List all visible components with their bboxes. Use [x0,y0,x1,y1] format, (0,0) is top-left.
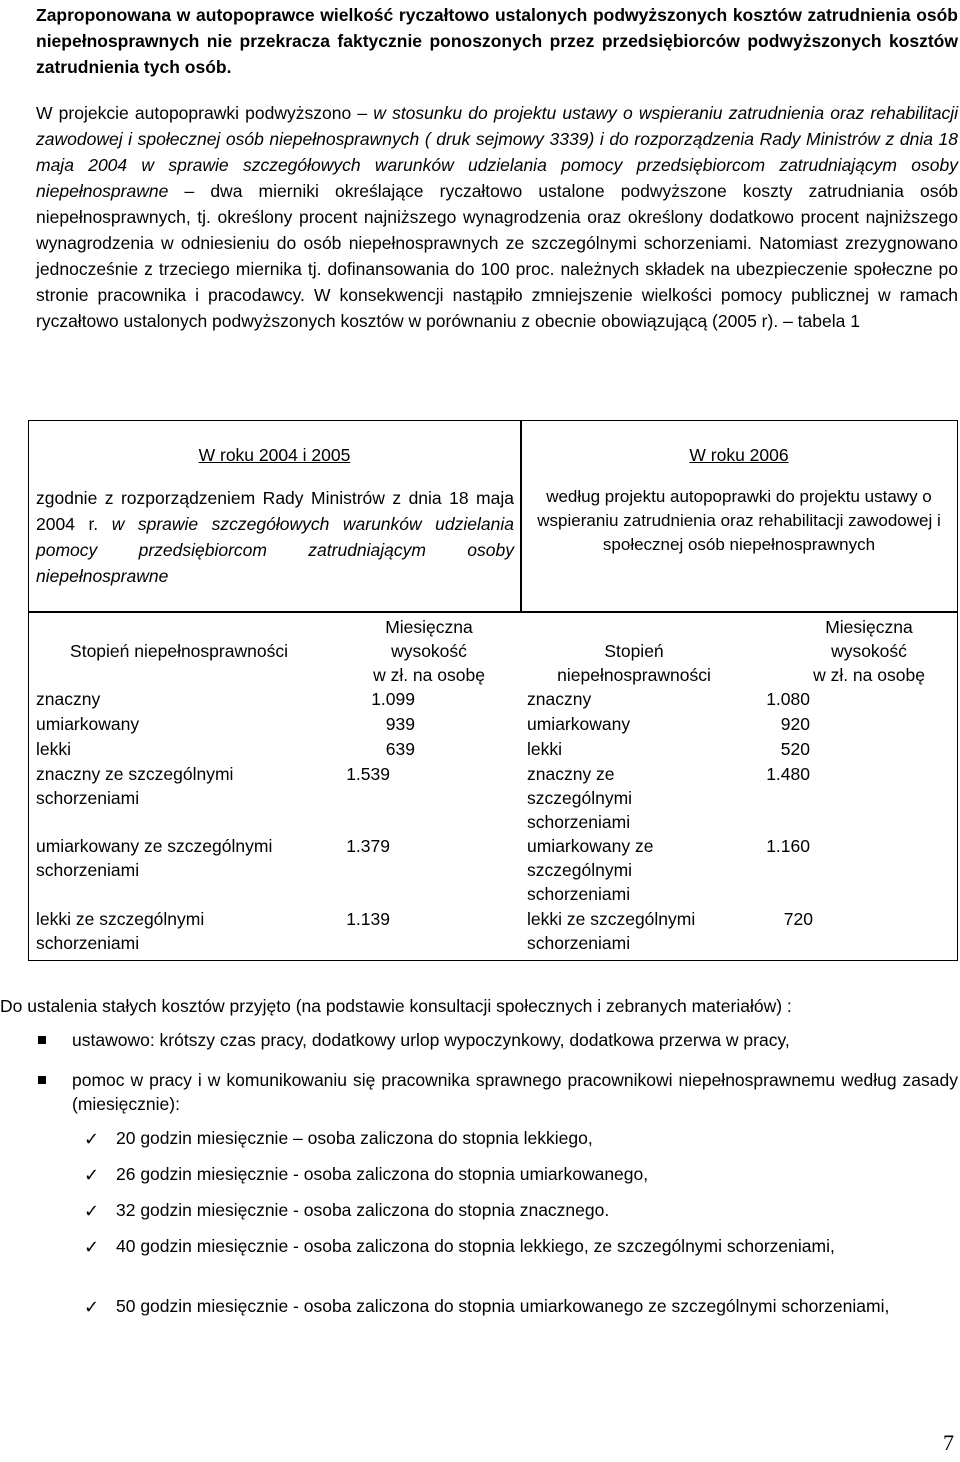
list-item [38,1068,958,1116]
costs-intro: Do ustalenia stałych kosztów przyjęto (na podstawie konsultacji społecznych i zebranych materiałów) : [0,996,792,1016]
check-text: 40 godzin miesięcznie - osoba zaliczona do stopnia lekkiego, ze szczególnymi schorzeniami, [116,1236,835,1256]
amount-header-line-3: w zł. na osobę [813,665,925,685]
list-item [84,1126,958,1150]
square-bullet-icon [38,1076,46,1084]
list-item [84,1294,958,1318]
left-description [36,485,514,589]
check-text: 50 godzin miesięcznie - osoba zaliczona do stopnia umiarkowanego ze szczególnymi schorzeniami, [116,1296,890,1316]
amount-header-line-2: wysokość [831,641,907,661]
bullet-text: pomoc w pracy i w komunikowaniu się pracownika sprawnego pracownikowi niepełnosprawnemu według zasady (miesięcznie): [72,1070,958,1114]
amount-header-line-2: wysokość [391,641,467,661]
table-row-left-label: umiarkowany [36,714,140,734]
left-desc-plain: zgodnie z rozporządzeniem Rady Ministrów z dnia 18 maja 2004 r. [36,488,514,534]
table-reference: – tabela 1 [783,311,860,331]
left-desc-italic: w sprawie szczegółowych warunków udzielania pomocy przedsiębiorcom zatrudniającym osoby niepełnosprawne [36,514,514,586]
table-row-left-value: 939 [385,714,415,734]
right-header: W roku 2006 [689,445,789,465]
checkmark-icon: ✓ [84,1237,100,1258]
table-row-right-label: umiarkowany [527,714,631,734]
check-text: 26 godzin miesięcznie - osoba zaliczona do stopnia umiarkowanego, [116,1164,649,1184]
table-row-left-value: 1.379 [346,836,390,856]
table-row-right-value: 1.160 [766,836,810,856]
right-description: według projektu autopoprawki do projektu ustawy o wspieraniu zatrudnienia oraz rehabilitacji zawodowej i społecznej osób niepełnosprawnych [537,487,941,554]
table-row-right-value: 720 [783,909,813,929]
amount-header-line-1: Miesięczna [825,617,913,637]
page-number: 7 [943,1430,954,1455]
list-item [38,1028,958,1052]
table-row-right-value: 920 [780,714,810,734]
table-row-left-value: 639 [385,739,415,759]
table-divider-horizontal [29,611,957,613]
para-part-3: – dwa mierniki określające ryczałtowo ustalone podwyższone koszty zatrudniania osób niepełnosprawnych, tj. określony procent najniższego wynagrodzenia oraz określony dodatkowo procent najniższego wynagrodzenia w odniesieniu do osób niepełnosprawnych ze szczególnymi schorzeniami. Natomiast zrezygnowano jednocześnie z trzeciego miernika tj. dofinansowania do 100 proc. należnych składek na ubezpieczenie społeczne po stronie pracownika i pracodawcy. W konsekwencji nastąpiło zmniejszenie wielkości pomocy publicznej w ramach ryczałtowo ustalonych podwyższonych kosztów w porównaniu z obecnie obowiązującą (2005 r). [36,181,958,331]
checkmark-icon: ✓ [84,1201,100,1222]
table-row-right-value: 520 [780,739,810,759]
table-row-right-label: lekki ze szczególnymi schorzeniami [527,909,696,953]
table-row-right-label: znaczny ze szczególnymi schorzeniami [527,764,633,832]
right-col-amount-header [789,615,949,687]
table-row-left-label: znaczny ze szczególnymi schorzeniami [36,764,234,808]
comparison-table [28,420,958,961]
table-row-right-label: umiarkowany ze szczególnymi schorzeniami [527,836,654,904]
para-part-2-italic: w stosunku do projektu ustawy o wspieraniu zatrudnienia oraz rehabilitacji zawodowej i społecznej osób niepełnosprawnych ( druk sejmowy 3339) i do rozporządzenia Rady Ministrów z dnia 18 maja 2004 w sprawie szczegółowych warunków udzielania pomocy przedsiębiorcom zatrudniającym osoby niepełnosprawne [36,103,958,201]
left-col-degree-header: Stopień niepełnosprawności [70,641,288,661]
checkmark-icon: ✓ [84,1129,100,1150]
list-item [84,1198,958,1222]
checkmark-icon: ✓ [84,1165,100,1186]
amount-header-line-3: w zł. na osobę [373,665,485,685]
left-col-amount-header [349,615,509,687]
right-col-degree-header: Stopień niepełnosprawności [557,641,711,685]
bullet-text: ustawowo: krótszy czas pracy, dodatkowy urlop wypoczynkowy, dodatkowa przerwa w pracy, [72,1030,790,1050]
table-row-left-value: 1.139 [346,909,390,929]
table-row-left-value: 1.539 [346,764,390,784]
table-row-right-value: 1.480 [766,764,810,784]
table-row-left-label: umiarkowany ze szczególnymi schorzeniami [36,836,273,880]
intro-bold-paragraph: Zaproponowana w autopoprawce wielkość ryczałtowo ustalonych podwyższonych kosztów zatrudnienia osób niepełnosprawnych nie przekracza faktycznie ponoszonych przez przedsiębiorców podwyższonych kosztów zatrudnienia tych osób. [36,5,958,77]
table-row-left-value: 1.099 [371,689,415,709]
table-row-right-label: lekki [527,739,563,759]
check-text: 20 godzin miesięcznie – osoba zaliczona do stopnia lekkiego, [116,1128,593,1148]
intro-paragraph [36,100,958,334]
para-part-1: W projekcie autopoprawki podwyższono – [36,103,368,123]
table-row-left-label: znaczny [36,689,101,709]
amount-header-line-1: Miesięczna [385,617,473,637]
table-row-left-label: lekki [36,739,72,759]
table-row-right-label: znaczny [527,689,592,709]
list-item [84,1162,958,1186]
table-row-right-value: 1.080 [766,689,810,709]
bullet-list [38,1028,958,1116]
list-item [84,1234,958,1258]
check-text: 32 godzin miesięcznie - osoba zaliczona do stopnia znacznego. [116,1200,610,1220]
square-bullet-icon [38,1036,46,1044]
checkmark-icon: ✓ [84,1297,100,1318]
table-row-left-label: lekki ze szczególnymi schorzeniami [36,909,205,953]
left-header: W roku 2004 i 2005 [198,445,351,465]
